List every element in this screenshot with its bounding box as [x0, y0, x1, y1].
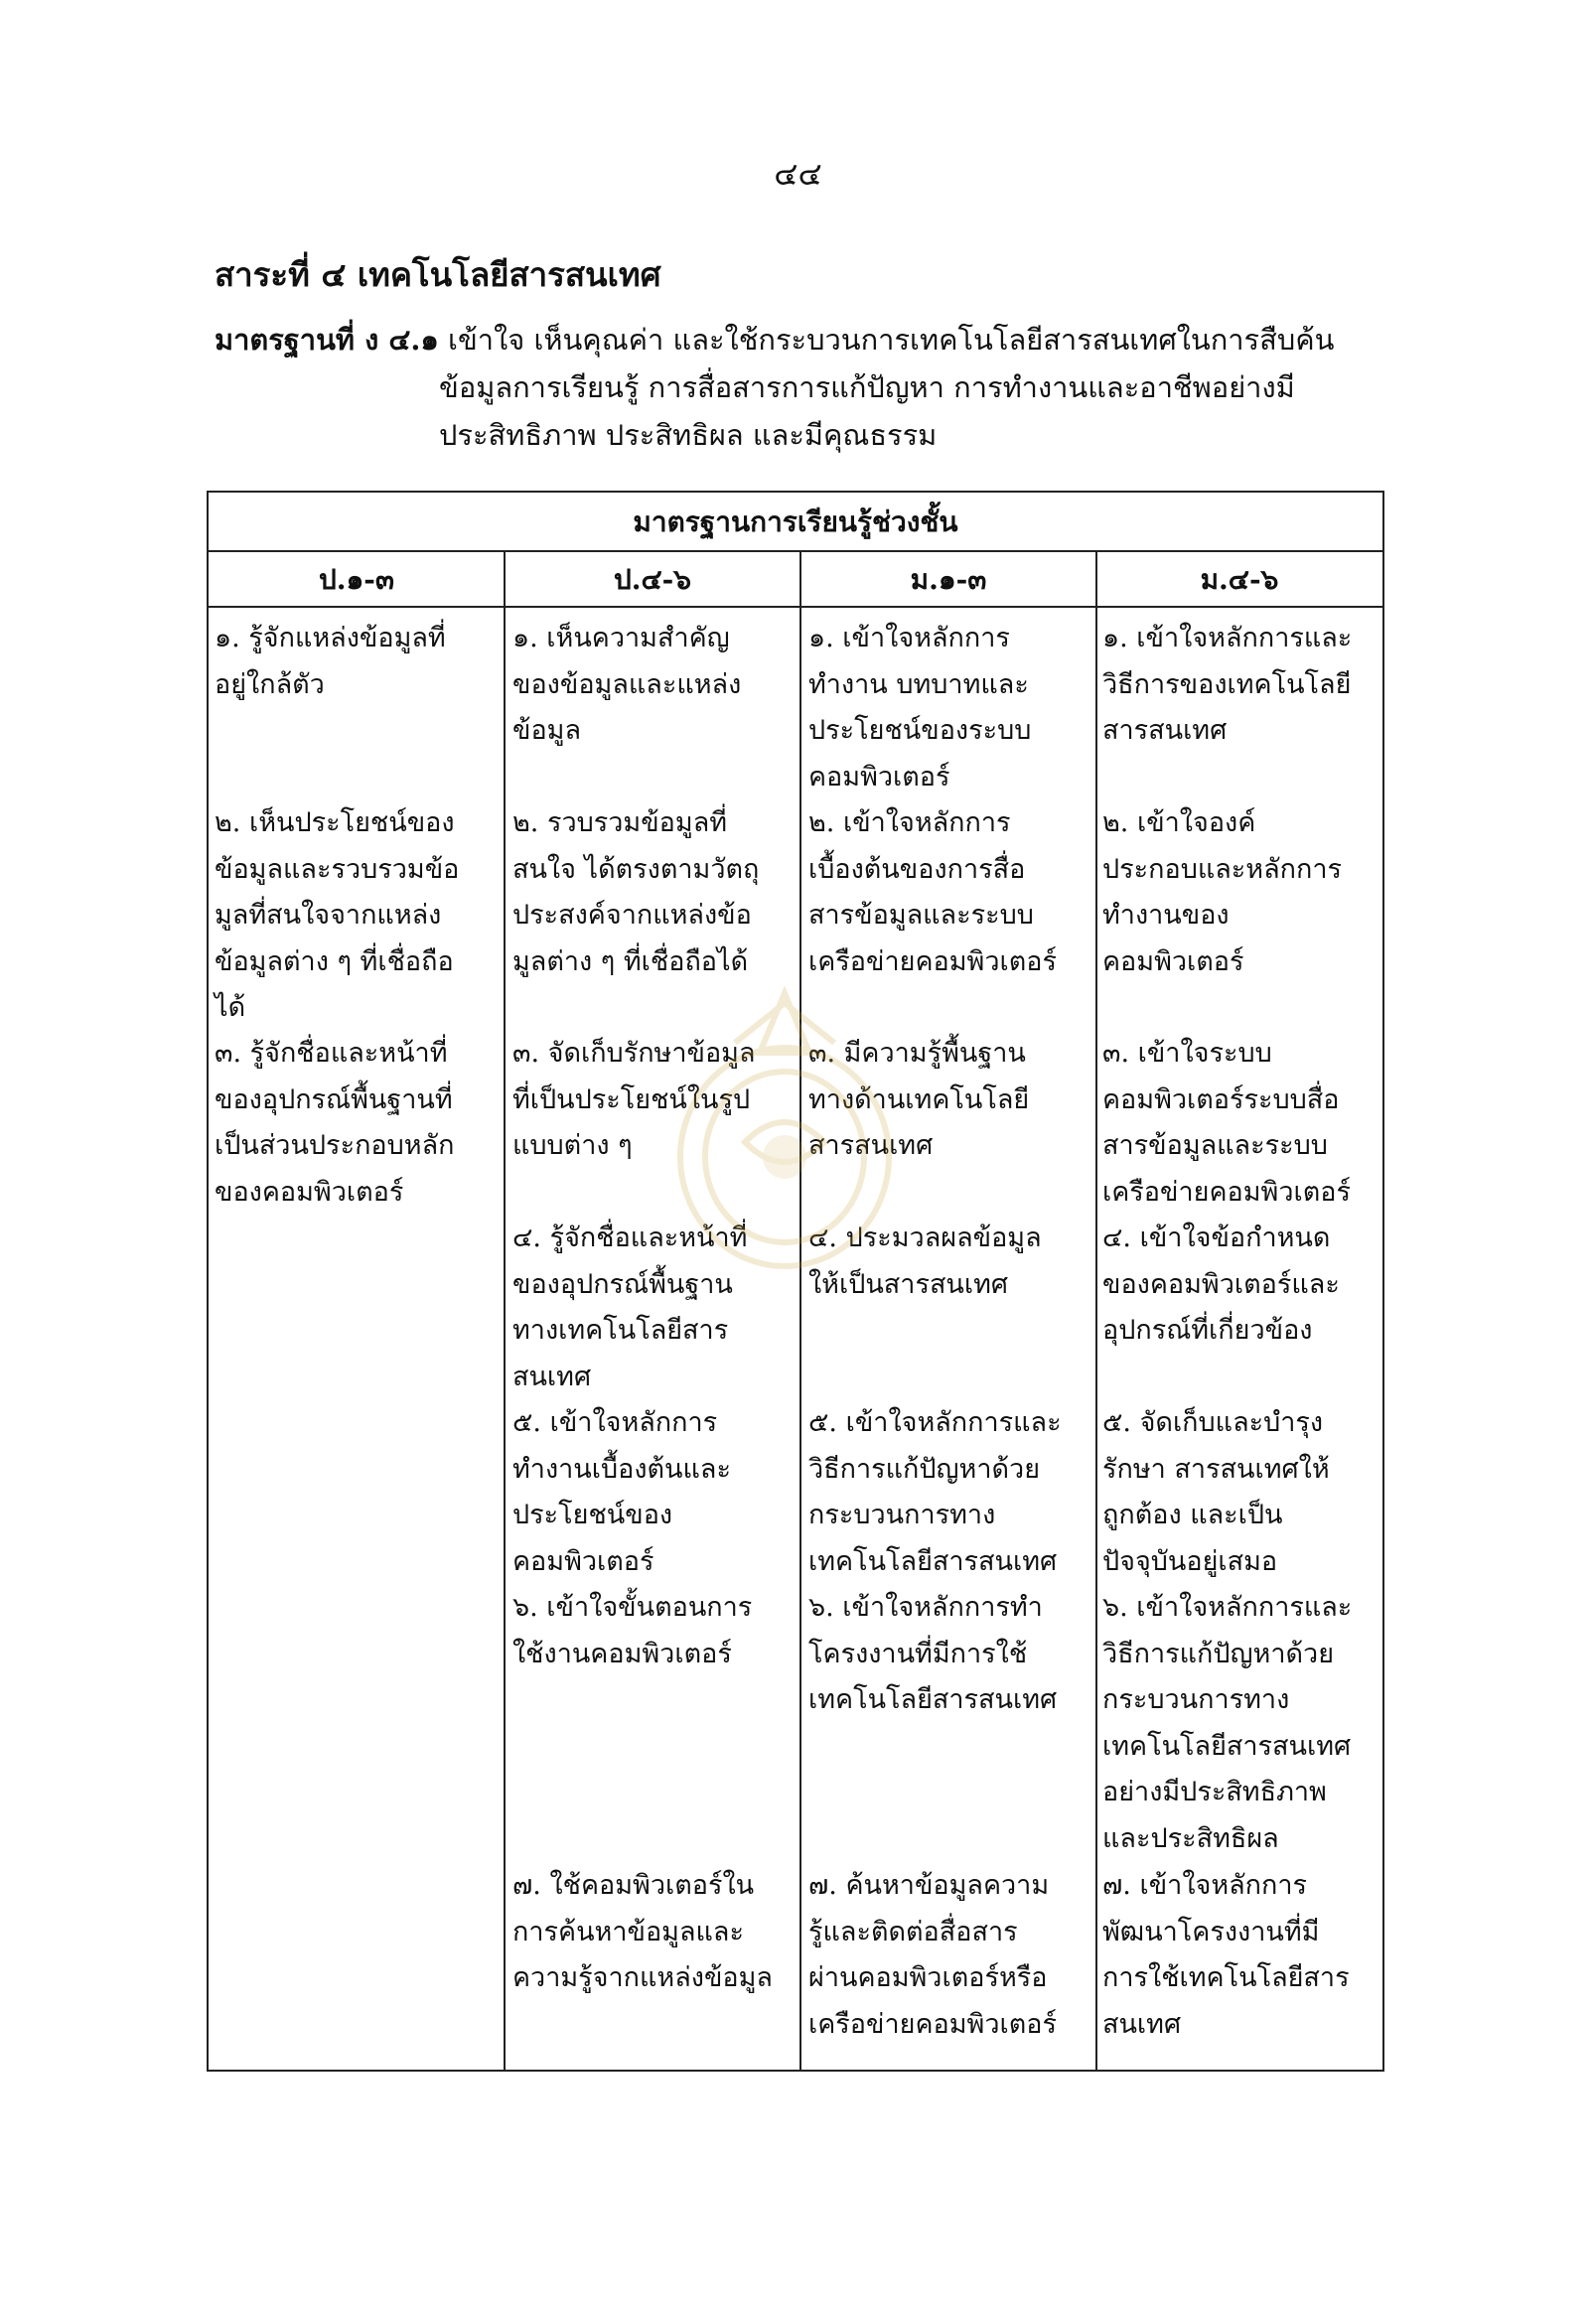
cell-p4-6-item-3: ๓. จัดเก็บรักษาข้อมูล ที่เป็นประโยชน์ในรูป แบบต่าง ๆ: [512, 1038, 756, 1161]
cell-m4-6-item-7: ๗. เข้าใจหลักการ พัฒนาโครงงานที่มี การใช้เทคโนโลยีสาร สนเทศ: [1102, 1870, 1350, 2040]
standard-line-3: ประสิทธิภาพ ประสิทธิผล และมีคุณธรรม: [439, 418, 938, 452]
page-number: ๔๔: [774, 155, 822, 193]
learning-standards-table: [207, 491, 1384, 2072]
column-header-m4-6: ม.๔-๖: [1096, 552, 1382, 608]
cell-m1-3-item-3: ๓. มีความรู้พื้นฐาน ทางด้านเทคโนโลยี สารสนเทศ: [808, 1038, 1030, 1161]
cell-m4-6-item-3: ๓. เข้าใจระบบ คอมพิวเตอร์ระบบสื่อ สารข้อมูลและระบบ เครือข่ายคอมพิวเตอร์: [1102, 1038, 1351, 1208]
cell-m1-3-item-4: ๔. ประมวลผลข้อมูล ให้เป็นสารสนเทศ: [808, 1223, 1042, 1300]
cell-m4-6-item-6: ๖. เข้าใจหลักการและ วิธีการแก้ปัญหาด้วย กระบวนการทาง เทคโนโลยีสารสนเทศ อย่างมีประสิทธิภาพ และประสิทธิผล: [1102, 1592, 1353, 1854]
column-divider: [504, 552, 506, 2070]
column-divider: [1095, 552, 1097, 2070]
cell-m4-6-item-4: ๔. เข้าใจข้อกำหนด ของคอมพิวเตอร์และ อุปกรณ์ที่เกี่ยวข้อง: [1102, 1223, 1340, 1346]
cell-m4-6-item-5: ๕. จัดเก็บและบำรุง รักษา สารสนเทศให้ ถูกต้อง และเป็น ปัจจุบันอยู่เสมอ: [1102, 1407, 1330, 1577]
cell-m4-6-item-2: ๒. เข้าใจองค์ ประกอบและหลักการ ทำงานของ คอมพิวเตอร์: [1102, 807, 1342, 977]
standard-statement: [215, 316, 1386, 459]
cell-p4-6-item-2: ๒. รวบรวมข้อมูลที่ สนใจ ได้ตรงตามวัตถุ ประสงค์จากแหล่งข้อ มูลต่าง ๆ ที่เชื่อถือได้: [512, 807, 760, 977]
column-header-p4-6: ป.๔-๖: [505, 552, 800, 608]
cell-p4-6-item-6: ๖. เข้าใจขั้นตอนการ ใช้งานคอมพิวเตอร์: [512, 1592, 753, 1669]
cell-p4-6-item-7: ๗. ใช้คอมพิวเตอร์ใน การค้นหาข้อมูลและ ความรู้จากแหล่งข้อมูล: [512, 1870, 773, 1993]
cell-m1-3-item-5: ๕. เข้าใจหลักการและ วิธีการแก้ปัญหาด้วย กระบวนการทาง เทคโนโลยีสารสนเทศ: [808, 1407, 1062, 1577]
standard-lead: มาตรฐานที่ ง ๔.๑: [215, 323, 439, 357]
cell-p4-6-item-4: ๔. รู้จักชื่อและหน้าที่ ของอุปกรณ์พื้นฐาน ทางเทคโนโลยีสาร สนเทศ: [512, 1223, 748, 1392]
cell-p4-6-item-5: ๕. เข้าใจหลักการ ทำงานเบื้องต้นและ ประโยชน์ของ คอมพิวเตอร์: [512, 1407, 731, 1577]
column-header-m1-3: ม.๑-๓: [800, 552, 1096, 608]
subject-heading: สาระที่ ๔ เทคโนโลยีสารสนเทศ: [215, 255, 661, 294]
column-divider: [799, 552, 801, 2070]
cell-m1-3-item-6: ๖. เข้าใจหลักการทำ โครงงานที่มีการใช้ เทคโนโลยีสารสนเทศ: [808, 1592, 1058, 1715]
cell-m1-3-item-1: ๑. เข้าใจหลักการ ทำงาน บทบาทและ ประโยชน์ของระบบ คอมพิวเตอร์: [808, 623, 1032, 792]
cell-p1-3-item-2: ๒. เห็นประโยชน์ของ ข้อมูลและรวบรวมข้อ มูลที่สนใจจากแหล่ง ข้อมูลต่าง ๆ ที่เชื่อถือ ได้: [215, 807, 460, 1023]
cell-m4-6-item-1: ๑. เข้าใจหลักการและ วิธีการของเทคโนโลยี สารสนเทศ: [1102, 623, 1353, 746]
cell-p1-3-item-1: ๑. รู้จักแหล่งข้อมูลที่ อยู่ใกล้ตัว: [215, 623, 446, 700]
table-title: มาตรฐานการเรียนรู้ช่วงชั้น: [209, 493, 1382, 552]
standard-line-2: ข้อมูลการเรียนรู้ การสื่อสารการแก้ปัญหา การทำงานและอาชีพอย่างมี: [439, 370, 1295, 404]
cell-p4-6-item-1: ๑. เห็นความสำคัญ ของข้อมูลและแหล่ง ข้อมูล: [512, 623, 742, 746]
cell-p1-3-item-3: ๓. รู้จักชื่อและหน้าที่ ของอุปกรณ์พื้นฐานที่ เป็นส่วนประกอบหลัก ของคอมพิวเตอร์: [215, 1038, 455, 1208]
column-header-p1-3: ป.๑-๓: [209, 552, 505, 608]
cell-m1-3-item-2: ๒. เข้าใจหลักการ เบื้องต้นของการสื่อ สารข้อมูลและระบบ เครือข่ายคอมพิวเตอร์: [808, 807, 1057, 977]
standard-text-1: เข้าใจ เห็นคุณค่า และใช้กระบวนการเทคโนโลยีสารสนเทศในการสืบค้น: [438, 323, 1335, 357]
standard-line-1: [215, 316, 1386, 363]
cell-m1-3-item-7: ๗. ค้นหาข้อมูลความ รู้และติดต่อสื่อสาร ผ่านคอมพิวเตอร์หรือ เครือข่ายคอมพิวเตอร์: [808, 1870, 1057, 2040]
